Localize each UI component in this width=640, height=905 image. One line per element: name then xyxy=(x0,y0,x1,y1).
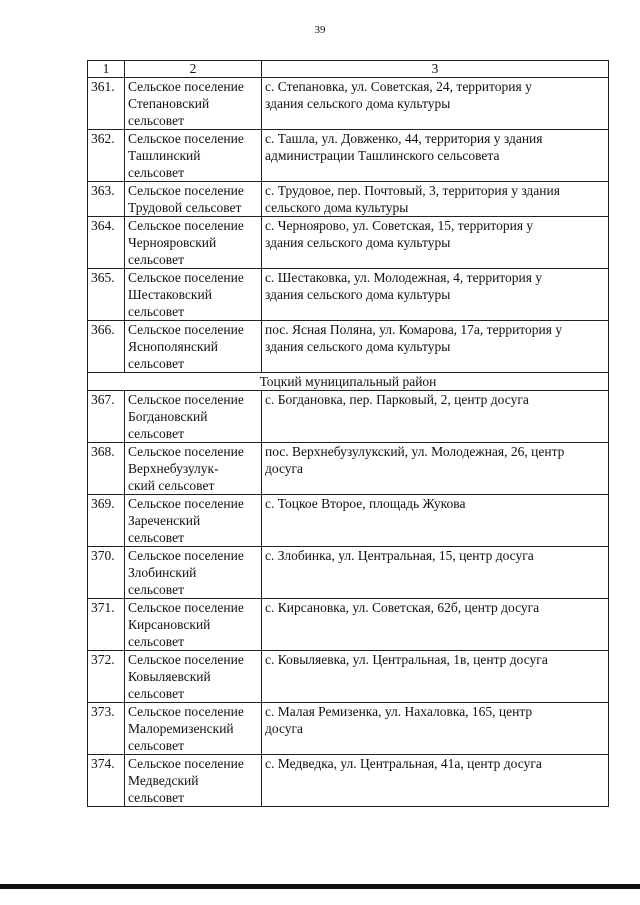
settlement-line: Сельское поселение xyxy=(128,444,244,459)
address-line: сельского дома культуры xyxy=(265,200,409,215)
settlement-line: Сельское поселение xyxy=(128,600,244,615)
settlement-line: Ташлинский xyxy=(128,148,201,163)
row-number: 365. xyxy=(88,269,125,321)
settlement-line: Сельское поселение xyxy=(128,322,244,337)
settlement-line: Медведский xyxy=(128,773,199,788)
settlement-line: сельсовет xyxy=(128,738,184,753)
row-number: 362. xyxy=(88,130,125,182)
section-title: Тоцкий муниципальный район xyxy=(88,373,609,391)
table-row xyxy=(88,495,609,547)
address-line: досуга xyxy=(265,461,304,476)
settlement-line: Шестаковский xyxy=(128,287,212,302)
address-line: с. Трудовое, пер. Почтовый, 3, территория у здания xyxy=(265,183,560,198)
settlement-cell xyxy=(125,651,262,703)
settlement-line: Сельское поселение xyxy=(128,79,244,94)
row-number: 369. xyxy=(88,495,125,547)
settlement-line: сельсовет xyxy=(128,165,184,180)
address-line: с. Тоцкое Второе, площадь Жукова xyxy=(265,496,466,511)
settlement-cell xyxy=(125,321,262,373)
settlement-line: Богдановский xyxy=(128,409,208,424)
row-number: 367. xyxy=(88,391,125,443)
settlement-cell xyxy=(125,217,262,269)
row-number: 371. xyxy=(88,599,125,651)
address-line: досуга xyxy=(265,721,304,736)
registry-table xyxy=(87,60,609,807)
section-row xyxy=(88,373,609,391)
address-line: пос. Ясная Поляна, ул. Комарова, 17а, территория у xyxy=(265,322,563,337)
settlement-line: сельсовет xyxy=(128,790,184,805)
table-row xyxy=(88,547,609,599)
row-number: 373. xyxy=(88,703,125,755)
settlement-line: Сельское поселение xyxy=(128,704,244,719)
settlement-line: Злобинский xyxy=(128,565,197,580)
row-number: 372. xyxy=(88,651,125,703)
settlement-line: Сельское поселение xyxy=(128,218,244,233)
address-cell xyxy=(262,321,609,373)
address-line: с. Богдановка, пер. Парковый, 2, центр досуга xyxy=(265,392,529,407)
address-cell xyxy=(262,217,609,269)
settlement-line: Яснополянский xyxy=(128,339,218,354)
settlement-line: Сельское поселение xyxy=(128,392,244,407)
table-row xyxy=(88,78,609,130)
address-line: с. Ташла, ул. Довженко, 44, территория у здания xyxy=(265,131,543,146)
address-cell xyxy=(262,495,609,547)
column-header: 1 xyxy=(88,61,125,78)
address-line: здания сельского дома культуры xyxy=(265,339,451,354)
settlement-cell xyxy=(125,495,262,547)
settlement-line: Трудовой сельсовет xyxy=(128,200,242,215)
settlement-line: Зареченский xyxy=(128,513,201,528)
address-cell xyxy=(262,78,609,130)
settlement-line: сельсовет xyxy=(128,582,184,597)
settlement-line: Сельское поселение xyxy=(128,756,244,771)
settlement-line: Верхнебузулук- xyxy=(128,461,219,476)
table-row xyxy=(88,651,609,703)
settlement-cell xyxy=(125,182,262,217)
settlement-line: Сельское поселение xyxy=(128,270,244,285)
row-number: 374. xyxy=(88,755,125,807)
address-line: администрации Ташлинского сельсовета xyxy=(265,148,500,163)
settlement-line: Сельское поселение xyxy=(128,131,244,146)
settlement-line: Сельское поселение xyxy=(128,496,244,511)
settlement-line: сельсовет xyxy=(128,634,184,649)
table-row xyxy=(88,599,609,651)
settlement-cell xyxy=(125,755,262,807)
row-number: 364. xyxy=(88,217,125,269)
settlement-line: Чернояровский xyxy=(128,235,217,250)
row-number: 361. xyxy=(88,78,125,130)
row-number: 363. xyxy=(88,182,125,217)
settlement-cell xyxy=(125,599,262,651)
table-row xyxy=(88,755,609,807)
address-line: с. Шестаковка, ул. Молодежная, 4, территория у xyxy=(265,270,543,285)
bottom-divider xyxy=(0,884,640,889)
address-line: с. Степановка, ул. Советская, 24, территория у xyxy=(265,79,532,94)
settlement-cell xyxy=(125,547,262,599)
address-line: здания сельского дома культуры xyxy=(265,96,451,111)
table-row xyxy=(88,703,609,755)
settlement-line: сельсовет xyxy=(128,252,184,267)
table-row xyxy=(88,443,609,495)
settlement-line: Степановский xyxy=(128,96,210,111)
table-row xyxy=(88,217,609,269)
address-cell xyxy=(262,599,609,651)
address-cell xyxy=(262,130,609,182)
settlement-line: Кирсановский xyxy=(128,617,211,632)
settlement-cell xyxy=(125,391,262,443)
settlement-cell xyxy=(125,443,262,495)
table-row xyxy=(88,130,609,182)
table-row xyxy=(88,269,609,321)
address-line: здания сельского дома культуры xyxy=(265,235,451,250)
settlement-line: Сельское поселение xyxy=(128,548,244,563)
address-line: с. Злобинка, ул. Центральная, 15, центр досуга xyxy=(265,548,534,563)
settlement-line: сельсовет xyxy=(128,426,184,441)
row-number: 370. xyxy=(88,547,125,599)
address-line: пос. Верхнебузулукский, ул. Молодежная, 26, центр xyxy=(265,444,565,459)
settlement-line: сельсовет xyxy=(128,113,184,128)
address-line: с. Малая Ремизенка, ул. Нахаловка, 165, центр xyxy=(265,704,533,719)
address-cell xyxy=(262,269,609,321)
address-cell xyxy=(262,651,609,703)
address-line: с. Черноярово, ул. Советская, 15, территория у xyxy=(265,218,534,233)
settlement-cell xyxy=(125,130,262,182)
address-line: с. Ковыляевка, ул. Центральная, 1в, центр досуга xyxy=(265,652,548,667)
address-cell xyxy=(262,703,609,755)
settlement-line: сельсовет xyxy=(128,304,184,319)
table-row xyxy=(88,321,609,373)
page-number: 39 xyxy=(314,24,326,36)
settlement-line: Малоремизенский xyxy=(128,721,234,736)
address-cell xyxy=(262,443,609,495)
address-line: здания сельского дома культуры xyxy=(265,287,451,302)
settlement-cell xyxy=(125,269,262,321)
settlement-line: Сельское поселение xyxy=(128,183,244,198)
settlement-line: Сельское поселение xyxy=(128,652,244,667)
settlement-line: сельсовет xyxy=(128,686,184,701)
column-header: 3 xyxy=(262,61,609,78)
column-header: 2 xyxy=(125,61,262,78)
row-number: 366. xyxy=(88,321,125,373)
settlement-line: Ковыляевский xyxy=(128,669,211,684)
settlement-line: сельсовет xyxy=(128,530,184,545)
settlement-cell xyxy=(125,703,262,755)
address-line: с. Медведка, ул. Центральная, 41а, центр досуга xyxy=(265,756,542,771)
address-cell xyxy=(262,547,609,599)
address-line: с. Кирсановка, ул. Советская, 62б, центр досуга xyxy=(265,600,540,615)
table-body xyxy=(88,78,609,807)
settlement-line: сельсовет xyxy=(128,356,184,371)
settlement-line: ский сельсовет xyxy=(128,478,215,493)
address-cell xyxy=(262,182,609,217)
table-row xyxy=(88,391,609,443)
table-row xyxy=(88,182,609,217)
settlement-cell xyxy=(125,78,262,130)
address-cell xyxy=(262,391,609,443)
address-cell xyxy=(262,755,609,807)
row-number: 368. xyxy=(88,443,125,495)
table-header-row xyxy=(88,61,609,78)
